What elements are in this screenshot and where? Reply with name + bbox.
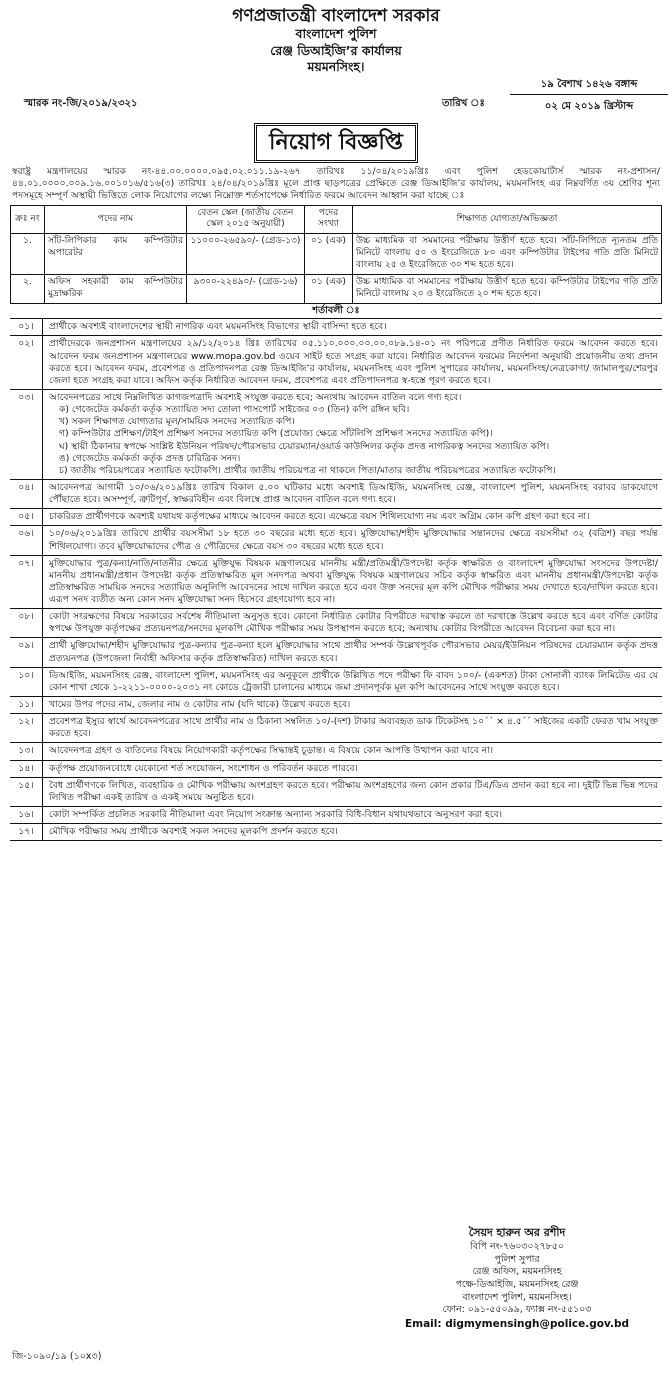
organization: বাংলাদেশ পুলিশ, ময়মনসিংহ। [462, 1291, 572, 1303]
condition-text: কোটা সংরক্ষণের বিষয়ে সরকারের সর্বশেষ নীতিমালা অনুসৃত হবে। কোনো নির্ধারিত কোটার বিপরীতে দরখাস্ত করলে তা দরখাস্তে উল্লেখ করতে হবে এবং বর্ণিত কোটার স্বপক্ষে উপযুক্ত কর্তৃপক্ষের প্রত্যয়নপত্র/সনদের মূলকপি মৌখিক পরীক্ষার সময় উপস্থাপন করতে হবে; অন্যথায় কোটার বিপরীতে আবেদন বিবেচনা করা হবে না। [49, 611, 658, 635]
signature-block [392, 1226, 642, 1331]
condition-text: মৌখিক পরীক্ষার সময় প্রার্থীকে অবশ্যই সকল সনদের মূলকপি প্রদর্শন করতে হবে। [49, 826, 338, 838]
condition-item [10, 336, 662, 390]
condition-text: চাকরিরত প্রার্থীগণকে অবশ্যই যথাযথ কর্তৃপক্ষের মাধ্যমে আবেদন করতে হবে। এক্ষেত্রে বয়স শিথিলযোগ্য নয় এবং অগ্রিম কোন কপি গ্রহণ করা হবে না। [49, 511, 590, 523]
condition-item [10, 714, 662, 743]
condition-text: প্রার্থীদেরকে জনপ্রশাসন মন্ত্রণালয়ের ২৯/১২/২০১৪ খ্রিঃ তারিখের ০৫.১১০.০০০.০০.০০.০৮৯.১৪-০১ নং পরিপত্রে প্রণীত নির্ধারিত ফরমে আবেদন করতে হবে। আবেদন ফরম জনপ্রশাসন মন্ত্রণালয়ের www.mopa.gov.bd ওয়েব সাইট হতে সংগ্রহ করা যাবে। নির্ধারিত আবেদন ফরমের নির্দেশনা অনুযায়ী প্রয়োজনীয় তথ্য প্রদান করতে হবে। আবেদন ফরম, প্রবেশপত্র ও প্রতিপাদনপত্র রেঞ্জ ডিআইজি’র কার্যালয়, ময়মনসিংহ এবং পুলিশ সুপারের কার্যালয়, ময়মনসিংহ/নেত্রকোণা/ জামালপুর/শেরপুর জেলা হতে সংগ্রহ করা যাবে। অফিস কর্তৃক নির্ধারিত আবেদন ফরম, প্রবেশপত্র এবং প্রতিপাদনপত্র স্ব-হস্তে পূরণ করতে হবে। [49, 338, 658, 386]
header-post: পদের নাম [45, 205, 187, 234]
condition-text: কোটা সম্পর্কিত প্রচলিত সরকারি নীতিমালা এবং নিয়োগ সংক্রান্ত অন্যান্য সরকারি বিধি-বিধান যথাযথভাবে অনুসরণ করা হবে। [49, 809, 503, 821]
condition-body [42, 778, 662, 806]
header-qualification: শিক্ষাগত যোগ্যতা/অভিজ্ঞতা [353, 205, 662, 234]
condition-subitem: গ) কম্পিউটার প্রশিক্ষণ/টাইপ প্রশিক্ষণ সনদের সত্যায়িত কপি (প্রযোজ্য ক্ষেত্রে সাঁটলিপি প্রশিক্ষণ সনদের সত্যায়িত কপি)। [59, 428, 493, 440]
department-name: বাংলাদেশ পুলিশ [295, 26, 377, 42]
date-label: তারিখ ঃ [442, 98, 485, 110]
condition-item [10, 668, 662, 697]
row-post-name: অফিস সহকারী কাম কম্পিউটার মুদ্রাক্ষরিক [45, 274, 187, 303]
condition-item [10, 526, 662, 555]
condition-body [42, 824, 662, 840]
bp-number: বিপি নং-৭৬০৩০২৭৮৫০ [470, 1240, 564, 1252]
condition-number: ১৫। [18, 779, 34, 791]
condition-body [42, 319, 662, 335]
condition-body [42, 668, 662, 696]
condition-number: ০৭। [18, 557, 34, 569]
govt-name: গণপ্রজাতন্ত্রী বাংলাদেশ সরকার [232, 6, 440, 26]
condition-subitem: ক) গেজেটেড কর্মকর্তা কর্তৃক সত্যায়িত সদ্য তোলা পাসপোর্ট সাইজের ০৩ (তিন) কপি রঙ্গিন ছবি। [59, 404, 410, 416]
reference-row [10, 75, 662, 121]
office-address: রেঞ্জ অফিস, ময়মনসিংহ [472, 1266, 562, 1278]
condition-subitem: ঘ) স্থায়ী ঠিকানার স্বপক্ষে সংশ্লিষ্ট ইউনিয়ন পরিষদ/পৌরসভার চেয়ারম্যান/ওয়ার্ড কাউন্সিলর কর্তৃক প্রদত্ত নাগরিকত্ব সনদের সত্যায়িত কপি। [59, 440, 550, 452]
condition-text: বৈধ প্রার্থীগণকে লিখিত, ব্যবহারিক ও মৌখিক পরীক্ষায় অংশগ্রহণ করতে হবে। পরীক্ষায় অংশগ্রহণের জন্য কোন প্রকার টিএ/ডিএ প্রদান করা হবে না। দুইটি ভিন্ন ভিন্ন পদের লিখিত পরীক্ষা একই তারিখ ও একই সময়ে অনুষ্ঠিত হবে। [49, 779, 658, 803]
row-post-count: ০১ (এক) [305, 234, 353, 275]
condition-item [10, 778, 662, 807]
condition-number: ০১। [18, 321, 34, 333]
row-serial: ২. [11, 274, 45, 303]
condition-text: মুক্তিযোদ্ধার পুত্র/কন্যা/নাতি/নাতনীর ক্ষেত্রে মুক্তিযুদ্ধ বিষয়ক মন্ত্রণালয়ের মাননীয় মন্ত্রী/প্রতিমন্ত্রী/উপদেষ্টা কর্তৃক স্বাক্ষরিত ও বাংলাদেশ মুক্তিযোদ্ধা সংসদের উপদেষ্টা/মাননীয় প্রধানমন্ত্রী/প্রধান উপদেষ্টা কর্তৃক প্রতিস্বাক্ষরিত মূল সনদপত্র অথবা মুক্তিযুদ্ধ বিষয়ক মন্ত্রণালয়ের সচিব কর্তৃক স্বাক্ষরিত এবং মাননীয় প্রধানমন্ত্রী/উপদেষ্টা কর্তৃক প্রতিস্বাক্ষরিত সাময়িক সনদের সত্যায়িত অনুলিপি আবেদনের সাথে দাখিল করতে হবে এবং উক্ত সনদের মূল কপি মৌখিক পরীক্ষার সময় দেখাতে হবে/দাখিল করতে হবে। এরূপ সনদ ব্যতীত অন্য কোন সনদ মুক্তিযোদ্ধা সনদ হিসেবে গ্রহণযোগ্য হবে না। [49, 557, 658, 606]
signatory-name: সৈয়দ হারুন অর রশীদ [468, 1226, 566, 1239]
condition-text: প্রার্থী মুক্তিযোদ্ধা/শহীদ মুক্তিযোদ্ধার পুত্র-কন্যার পুত্র-কন্যা হলে মুক্তিযোদ্ধার সাথে প্রার্থীর সম্পর্ক উল্লেখপূর্বক পৌরসভার মেয়র/ইউনিয়ন পরিষদের চেয়ারম্যান কর্তৃক প্রদত্ত প্রত্যয়নপত্র (উপজেলা নির্বাহী অফিসার কর্তৃক প্রতিস্বাক্ষরিত) দাখিল করতে হবে। [49, 640, 658, 664]
condition-text: খামের উপর পদের নাম, জেলার নাম ও কোটার নাম (যদি থাকে) উল্লেখ করতে হবে। [49, 699, 351, 711]
intro-paragraph: স্বরাষ্ট্র মন্ত্রণালয়ের স্মারক নং-৪৪.০০.০০০০.০৯৫.০২.০১১.১৯-২৬৭ তারিখঃ ১১/০৪/২০১৯খ্রিঃ এবং পুলিশ হেডকোয়ার্টার্স স্মারক নং-প্রশাসন/৪৪.০১.০০০০.০০৯.১৬.০০১০১৬/৫১৬(৩) তারিখঃ ২৪/০৪/২০১৯খ্রিঃ মূলে প্রাপ্ত ছাড়পত্রের প্রেক্ষিতে রেঞ্জ ডিআইজি’র কার্যালয়, ময়মনসিংহ এর নিম্নবর্ণিত ৩য় শ্রেণির শূন্য পদসমূহে সম্পূর্ণ অস্থায়ী ভিত্তিতে লোক নিয়োগের লক্ষ্যে নিম্নোক্ত শর্তসাপেক্ষে নির্ধারিত ফরমে আবেদন আহ্বান করা যাচ্ছে ঃ [12, 166, 660, 202]
on-behalf: পক্ষে-ডিআইজি, ময়মনসিংহ রেঞ্জ [455, 1278, 579, 1290]
condition-number: ১৪। [18, 762, 34, 774]
condition-body [42, 638, 662, 666]
condition-item [10, 807, 662, 824]
conditions-list [10, 318, 662, 841]
date-block [510, 75, 668, 115]
designation: পুলিশ সুপার [494, 1253, 540, 1265]
condition-body [42, 761, 662, 777]
condition-number: ১৩। [18, 745, 34, 757]
condition-body [42, 714, 662, 742]
condition-number: ০৪। [18, 481, 34, 493]
condition-text: প্রার্থীকে অবশ্যই বাংলাদেশের স্থায়ী নাগরিক এবং ময়মনসিংহ বিভাগের স্থায়ী বাসিন্দা হতে হবে। [49, 321, 387, 333]
condition-body [42, 390, 662, 479]
condition-body [42, 480, 662, 508]
condition-item [10, 824, 662, 841]
condition-body [42, 609, 662, 637]
condition-number: ০৬। [18, 528, 34, 540]
date-bangla: ১৯ বৈশাখ ১৪২৬ বঙ্গাব্দ [510, 75, 668, 95]
condition-text: ডিআইজি, ময়মনসিংহ রেঞ্জ, বাংলাদেশ পুলিশ, ময়মনসিংহ এর অনুকূলে প্রার্থীকে উল্লিখিত পদে পরীক্ষা ফি বাবদ ১০০/- (একশত) টাকা সোনালী ব্যাংক লিমিটেড এর যে কোন শাখা থেকে ১-২২১১-০০০০-২০৩১ নং কোডে ট্রেজারী চালানের মাধ্যমে জমা প্রদানপূর্বক মূল কপি আবেদনের সাথে সংযুক্ত করতে হবে। [49, 669, 658, 693]
condition-number: ১৭। [18, 826, 34, 838]
condition-item [10, 319, 662, 336]
footer-code: জি-১০৯০/১৯ (১০x৩) [12, 1351, 102, 1362]
header-scale: বেতন স্কেল (জাতীয় বেতন স্কেল ২০১৫ অনুযায়ী) [187, 205, 305, 234]
memo-number: স্মারক নং-জি/২০১৯/২৩২১ [24, 98, 138, 110]
condition-text: আবেদনপত্র গ্রহণ ও বাতিলের বিষয়ে নিয়োগকারী কর্তৃপক্ষের সিদ্ধান্তই চূড়ান্ত। এ বিষয়ে কোন আপত্তি উত্থাপন করা যাবে না। [49, 745, 494, 757]
condition-number: ১১। [18, 699, 34, 711]
condition-number: ০৮। [18, 611, 34, 623]
condition-item [10, 390, 662, 480]
condition-number: ০২। [18, 338, 34, 350]
phone-fax: ফোন: ০৯১-৫৫০৯৯, ফ্যাক্স নং-৫৫১০৩ [442, 1304, 592, 1316]
row-pay-scale: ১১০০০-২৬৫৯০/- (গ্রেড-১৩) [187, 234, 305, 275]
header-serial: ক্রঃ নং [11, 205, 45, 234]
header-count: পদের সংখ্যা [305, 205, 353, 234]
row-post-name: সাঁট-লিপিকার কাম কম্পিউটার অপারেটর [45, 234, 187, 275]
condition-subitem: চ) জাতীয় পরিচয়পত্রের সত্যায়িত ফটোকপি। প্রার্থীর জাতীয় পরিচয়পত্র না থাকলে পিতা/মাতার জাতীয় পরিচয়পত্রের সত্যায়িত ফটোকপি। [59, 464, 556, 476]
condition-number: ০৩। [18, 391, 34, 403]
table-row [11, 274, 662, 303]
condition-body [42, 509, 662, 525]
condition-number: ০৯। [18, 640, 34, 652]
condition-subitem: ঙ) গেজেটেড কর্মকর্তা কর্তৃক প্রদত্ত চারিত্রিক সনদ। [59, 452, 241, 464]
condition-text: আবেদনপত্রের সাথে নিম্নলিখিত কাগজপত্রাদি অবশ্যই সংযুক্ত করতে হবে; অন্যথায় আবেদন বাতিল বলে গণ্য হবে। [49, 391, 462, 403]
condition-body [42, 526, 662, 554]
condition-item [10, 480, 662, 509]
condition-item [10, 761, 662, 778]
condition-text: আবেদনপত্র আগামী ১০/০৬/২০১৯খ্রিঃ তারিখ বিকাল ৫.০০ ঘটিকার মধ্যে অবশ্যই ডিআইজি, ময়মনসিংহ রেঞ্জ, বাংলাদেশ পুলিশ, ময়মনসিংহ বরাবর ডাকযোগে পৌঁছাতে হবে। অসম্পূর্ণ, ত্রুটিপূর্ণ, স্বাক্ষরবিহীন এবং বিলম্বে প্রাপ্ত আবেদন বাতিল বলে গণ্য হবে। [49, 481, 658, 506]
condition-number: ১৬। [18, 809, 34, 821]
condition-body [42, 556, 662, 609]
office-name: রেঞ্জ ডিআইজি’র কার্যালয় [270, 42, 402, 58]
condition-item [10, 638, 662, 667]
date-english: ০২ মে ২০১৯ খ্রিস্টাব্দ [544, 101, 634, 113]
row-serial: ১. [11, 234, 45, 275]
condition-text: ১০/০৬/২০১৯খ্রিঃ তারিখে প্রার্থীর বয়সসীমা ১৮ হতে ৩০ বছরের মধ্যে হতে হবে। মুক্তিযোদ্ধা/শহীদ মুক্তিযোদ্ধার সন্তানদের ক্ষেত্রে বয়সসীমা ৩২ (বত্রিশ) বছর পর্যন্ত শিথিলযোগ্য। তবে মুক্তিযোদ্ধাদের পৌত্র ও পৌত্রিদের ক্ষেত্রে বয়স ৩০ বছরের মধ্যে হতে হবে। [49, 528, 658, 552]
row-pay-scale: ৯৩০০-২২৪৯০/- (গ্রেড-১৬) [187, 274, 305, 303]
condition-text: প্রবেশপত্র ইস্যুর স্বার্থে আবেদনপত্রের সাথে প্রার্থীর নাম ও ঠিকানা সম্বলিত ১০/-(দশ) টাকার অব্যবহৃত ডাক টিকেটসহ ১০´´ × ৪.৫´´ সাইজের একটি ফেরত খাম সংযুক্ত করতে হবে। [49, 716, 658, 740]
table-header-row [11, 205, 662, 234]
row-qualification: উচ্চ মাধ্যমিক বা সমমানের পরীক্ষায় উত্তীর্ণ হতে হবে। সাঁট-লিপিতে ন্যূনতম প্রতি মিনিটে বাংলায় ৫০ ও ইংরেজিতে ৮০ এবং কম্পিউটার টাইপের গতি প্রতি মিনিটে বাংলায় ২৫ ও ইংরেজিতে ৩০ শব্দ হতে হবে। [353, 234, 662, 275]
condition-number: ১০। [18, 669, 34, 681]
condition-item [10, 743, 662, 760]
conditions-heading: শর্তাবলী ঃ [312, 304, 360, 316]
condition-subitem: খ) সকল শিক্ষাগত যোগ্যতার মূল/সাময়িক সনদের সত্যায়িত কপি। [59, 416, 295, 428]
condition-number: ০৫। [18, 511, 34, 523]
office-location: ময়মনসিংহ। [307, 58, 365, 74]
row-post-count: ০১ (এক) [305, 274, 353, 303]
condition-item [10, 509, 662, 526]
condition-body [42, 697, 662, 713]
condition-body [42, 336, 662, 389]
letterhead [10, 6, 662, 75]
condition-item [10, 697, 662, 714]
condition-body [42, 743, 662, 759]
condition-number: ১২। [18, 716, 34, 728]
condition-item [10, 556, 662, 610]
condition-item [10, 609, 662, 638]
table-row [11, 234, 662, 275]
posts-table [10, 205, 662, 304]
condition-text: কর্তৃপক্ষ প্রয়োজনবোধে যেকোনো শর্ত সংযোজন, সংশোধন ও পরিবর্তন করতে পারবে। [49, 762, 358, 774]
notice-title: নিয়োগ বিজ্ঞপ্তি [254, 123, 418, 163]
email: Email: digmymensingh@police.gov.bd [404, 1317, 630, 1330]
condition-body [42, 807, 662, 823]
row-qualification: উচ্চ মাধ্যমিক বা সমমানের পরীক্ষায় উত্তীর্ণ হতে হবে। কম্পিউটার টাইপের গতি প্রতি মিনিটে বাংলায় ২০ ও ইংরেজিতে ২০ শব্দ হতে হবে। [353, 274, 662, 303]
